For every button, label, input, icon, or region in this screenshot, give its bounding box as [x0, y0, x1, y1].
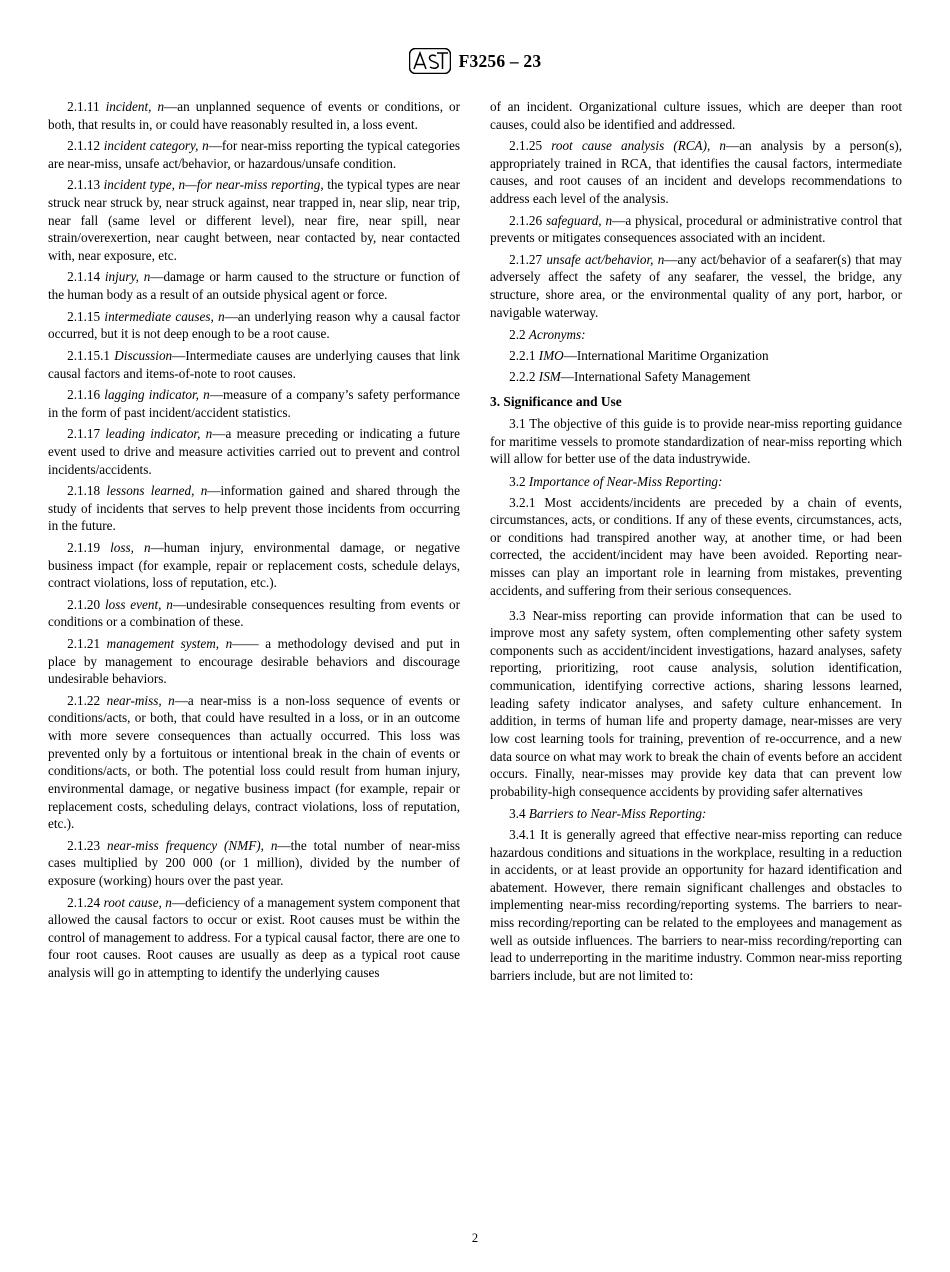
body-paragraph	[490, 826, 902, 985]
definition-paragraph	[48, 837, 460, 890]
clause-number: 2.1.12	[67, 138, 101, 154]
definition-paragraph	[48, 308, 460, 343]
definition-text: —an unplanned sequence of events or conditions, or both, that results in, or could have reasonably resulted in, a loss event.	[48, 99, 460, 132]
clause-number: 2.1.17	[67, 426, 101, 442]
clause-number: 3.4.1	[509, 826, 536, 842]
defined-term: management system, n	[106, 635, 233, 651]
left-column	[48, 98, 460, 988]
body-text: The objective of this guide is to provide near-miss reporting guidance for maritime vessels to promote standardization of near-miss reporting which will allow for better use of the data industrywide.	[490, 416, 903, 467]
defined-term: leading indicator, n	[105, 426, 213, 442]
defined-term: root cause, n	[103, 894, 172, 910]
defined-term: safeguard, n	[546, 212, 613, 228]
continuation-paragraph: of an incident. Organizational culture issues, which are deeper than root causes, could also be identified and addressed.	[490, 99, 902, 132]
definition-text: —any act/behavior of a seafarer(s) that may adversely affect the safety of any seafarer, the vessel, the bridge, any structure, shore area, or the environmental quality of any port, harbor, or navigable waterway.	[490, 251, 903, 320]
page-number: 2	[471, 1231, 479, 1245]
definition-text: —deficiency of a management system component that allowed the causal factors to occur or exist. Root causes must be within the control of management to address. For a typical causal factor, there are one to four root causes. Root causes are usually as deep as a typical root cause analysis will go in attempting to identify the underlying causes	[48, 894, 460, 981]
astm-logo-icon	[409, 48, 451, 74]
clause-number: 2.2	[509, 326, 526, 342]
acronym-item	[490, 347, 902, 365]
section-heading-3: 3. Significance and Use	[490, 394, 622, 410]
defined-term: near-miss, n	[106, 692, 175, 708]
subsection-heading-32	[490, 473, 902, 491]
acronym-term: IMO	[538, 347, 564, 363]
acronyms-heading	[490, 326, 902, 344]
clause-number: 2.2.1	[509, 347, 536, 363]
definition-paragraph	[48, 137, 460, 172]
definition-paragraph	[48, 894, 460, 982]
definition-text: —— a methodology devised and put in place by management to encourage desirable behaviors and discourage undesirable behaviors.	[48, 635, 460, 687]
definition-paragraph	[490, 251, 902, 322]
clause-number: 2.1.25	[509, 138, 543, 154]
definition-text: —an underlying reason why a causal factor occurred, but it is not deep enough to be a root cause.	[48, 308, 461, 342]
clause-number: 2.1.26	[509, 212, 543, 228]
clause-number: 2.1.18	[67, 483, 101, 499]
acronyms-heading-label: Acronyms:	[528, 326, 586, 342]
defined-term: unsafe act/behavior, n	[546, 251, 665, 267]
definition-text: , the typical types are near struck near struck by, near struck against, near trapped in, near slip, near trip, near fall (same level or different level), near fire, near spill, near strain/overexertion, near caught between, near contacted by, near contacted with, near exposure, etc.	[48, 177, 460, 263]
clause-number: 2.2.2	[509, 369, 536, 385]
defined-term: lagging indicator, n	[104, 387, 210, 403]
body-paragraph	[490, 607, 902, 801]
body-text: Near-miss reporting can provide information that can be used to improve most any safety system, often complementing other safety system components such as accident/incident investigations, hazard analyses, safety reporting, prioritizing, root cause analysis, solution identification, communication, identifying corrective actions, sharing lessons learned, leading safety indicator analyses, and safety culture enhancement. In addition, in terms of human life and property damage, near-misses are very low cost learning tools for training, prevention of re-occurrence, and a new data source on what may work to break the chain of events before an accident occurs. Finally, near-misses may provide key data that can prevent low probability-high consequence accidents by providing safer alternatives	[490, 607, 903, 799]
definition-text: —information gained and shared through the study of incidents that serves to help prevent those incidents from occurring in the future.	[48, 483, 461, 534]
definition-text: —human injury, environmental damage, or negative business impact (for example, repair or replacement costs, schedule delays, contract violations, loss of reputation, etc.).	[48, 539, 460, 591]
clause-number: 2.1.23	[67, 837, 101, 853]
definition-text: —undesirable consequences resulting from events or conditions or a combination of these.	[48, 596, 461, 630]
body-paragraph	[490, 415, 902, 468]
subsection-heading-34	[490, 805, 902, 823]
subsection-heading-label: Barriers to Near-Miss Reporting:	[528, 805, 707, 821]
definition-text: —a measure preceding or indicating a future event used to drive and measure activities carried out to prevent and control incidents/accidents.	[48, 426, 460, 477]
clause-number: 2.1.16	[67, 387, 101, 403]
definition-paragraph	[48, 425, 460, 478]
clause-number: 2.1.27	[509, 251, 543, 267]
definition-text: —Intermediate causes are underlying causes that link causal factors and items-of-note to root causes.	[48, 347, 460, 381]
body-paragraph	[490, 494, 902, 600]
defined-term: loss event, n	[104, 596, 173, 612]
defined-term: Discussion	[114, 347, 173, 363]
clause-number: 2.1.24	[67, 894, 101, 910]
definition-paragraph	[490, 212, 902, 247]
definition-paragraph	[48, 596, 460, 631]
definition-paragraph	[490, 137, 902, 208]
clause-number: 2.1.11	[67, 99, 100, 114]
body-text: Most accidents/incidents are preceded by a chain of events, circumstances, acts, or conditions. If any of these events, circumstances, acts, or conditions had transpired another way, at another time, or had been corrected, the accident/incident may have been avoided. Reporting near-misses can play an important role in learning from mistakes, preventing accidents, and suffering from their serious consequences.	[490, 494, 902, 598]
defined-term: near-miss frequency (NMF), n	[106, 837, 278, 853]
clause-number: 3.1	[509, 416, 526, 432]
clause-number: 3.2	[509, 473, 526, 489]
acronym-term: ISM	[538, 369, 561, 385]
page-header	[0, 0, 950, 80]
definition-text: —a near-miss is a non-loss sequence of events or conditions/acts, or both, that could have resulted in a loss, or in an outcome with more severe consequences than actually occurred. This loss was prevented only by a fortuitous or intentional break in the chain of events or conditions/acts, or both. The potential loss could result from human injury, environmental damage, or negative business impact (for example, repair or replacement costs, scheduling delays, contract violations, loss of reputation, etc.).	[48, 692, 460, 832]
defined-term: root cause analysis (RCA), n	[551, 138, 727, 154]
definition-paragraph	[48, 176, 460, 264]
subsection-heading-label: Importance of Near-Miss Reporting:	[528, 473, 723, 489]
acronym-text: —International Maritime Organization	[563, 347, 769, 363]
clause-number: 2.1.19	[67, 539, 101, 555]
acronym-text: —International Safety Management	[560, 369, 751, 385]
definition-text: —measure of a company’s safety performance in the form of past incident/accident statistics.	[48, 387, 460, 420]
defined-term: incident, n	[105, 99, 165, 114]
definition-text: —the total number of near-miss cases multiplied by 200 000 (or 1 million), divided by the number of exposure (working) hours over the past year.	[48, 837, 460, 889]
clause-number: 2.1.15.1	[67, 347, 110, 363]
definition-paragraph	[48, 268, 460, 303]
discussion-paragraph	[48, 347, 460, 382]
defined-term: incident category, n	[103, 138, 209, 154]
clause-number: 2.1.15	[67, 308, 101, 324]
page-footer	[0, 1231, 950, 1246]
clause-number: 2.1.20	[67, 596, 101, 612]
definition-text: —an analysis by a person(s), appropriately trained in RCA, that identifies the causal factors, intermediate causes, and root causes of an incident and develops recommendations to address each level of the analysis.	[490, 138, 903, 207]
definition-text: —damage or harm caused to the structure or function of the human body as a result of an outside physical agent or force.	[48, 269, 461, 303]
definition-paragraph	[48, 692, 460, 833]
definition-text: —for near-miss reporting the typical categories are near-miss, unsafe act/behavior, or hazardous/unsafe condition.	[48, 138, 461, 171]
definition-text: —a physical, procedural or administrative control that prevents or mitigates consequences associated with an incident.	[490, 212, 902, 246]
clause-number: 3.2.1	[509, 494, 536, 510]
definition-paragraph	[48, 386, 460, 421]
clause-number: 3.4	[509, 805, 526, 821]
defined-term: incident type, n—for near-miss reporting	[103, 177, 321, 193]
acronym-item	[490, 368, 902, 386]
definition-paragraph	[48, 98, 460, 133]
right-column	[490, 98, 902, 988]
definition-paragraph	[48, 539, 460, 592]
clause-number: 2.1.22	[67, 692, 101, 708]
body-text: It is generally agreed that effective near-miss reporting can reduce hazardous conditions and situations in the workplace, resulting in a reduction in accidents, or at least provide an opportunity for hazard identification and abatement. However, there remain significant challenges and obstacles to implementing near-miss recording/reporting systems. The barriers to near-miss recording/reporting can be related to the employees and management as well as outside influences. The barriers to near-miss recording/reporting can lead to underreporting in the maritime industry. Common near-miss reporting barriers include, but are not limited to:	[490, 826, 902, 983]
defined-term: intermediate causes, n	[104, 308, 225, 324]
two-column-body	[0, 80, 950, 988]
definition-paragraph	[48, 635, 460, 688]
clause-number: 3.3	[509, 607, 526, 623]
defined-term: injury, n	[104, 269, 151, 285]
clause-number: 2.1.13	[67, 177, 101, 193]
clause-number: 2.1.21	[67, 635, 101, 651]
clause-number: 2.1.14	[67, 269, 101, 285]
defined-term: loss, n	[110, 539, 151, 555]
defined-term: lessons learned, n	[106, 483, 208, 499]
document-designation: F3256 – 23	[458, 50, 542, 71]
definition-paragraph	[48, 482, 460, 535]
